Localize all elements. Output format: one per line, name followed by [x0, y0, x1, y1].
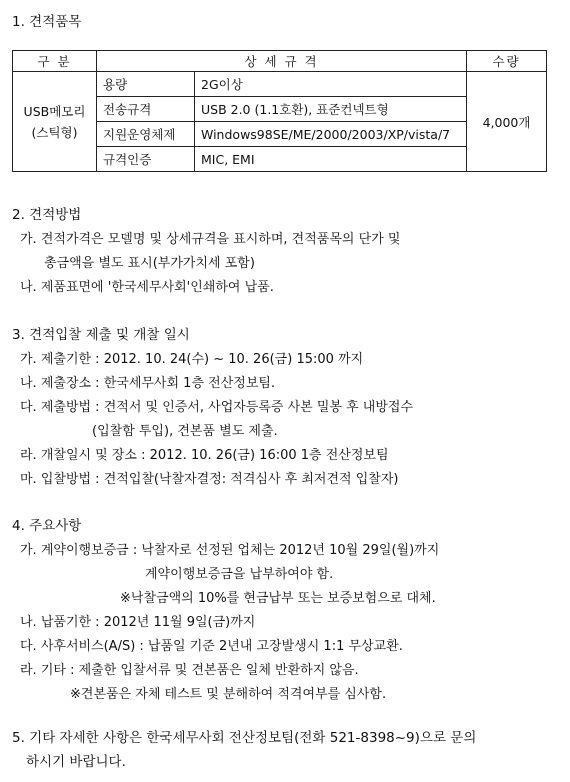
spec-label: 용량 [97, 72, 195, 97]
section-3-item-na: 나. 제출장소 : 한국세무사회 1층 전산정보팀. [20, 376, 276, 391]
spec-label: 규격인증 [97, 147, 195, 172]
section-4-item-na: 나. 납품기한 : 2012년 11월 9일(금)까지 [20, 615, 256, 630]
section-3-item-ga: 가. 제출기한 : 2012. 10. 24(수) ~ 10. 26(금) 15:00 까지 [20, 352, 364, 367]
section-3-item-da-cont: (입찰함 투입), 견본품 별도 제출. [92, 424, 278, 439]
header-quantity: 수량 [467, 51, 547, 72]
spec-label: 전송규격 [97, 97, 195, 122]
section-3-title: 3. 견적입찰 제출 및 개찰 일시 [12, 327, 190, 343]
section-4-item-ga-cont: 계약이행보증금을 납부하여야 함. [145, 567, 334, 582]
table-row [13, 72, 547, 97]
spec-table [12, 50, 547, 172]
spec-value: MIC, EMI [195, 147, 467, 172]
header-spec: 상 세 규 격 [97, 51, 467, 72]
product-name-cell [13, 72, 97, 172]
section-4-item-ga: 가. 계약이행보증금 : 낙찰자로 선정된 업체는 2012년 10월 29일(월)까지 [20, 543, 440, 558]
header-category: 구 분 [13, 51, 97, 72]
section-3-item-da: 다. 제출방법 : 견적서 및 인증서, 사업자등록증 사본 밀봉 후 내방접수 [20, 400, 414, 415]
spec-value: 2G이상 [195, 72, 467, 97]
product-name: USB메모리 [23, 103, 86, 119]
section-2-item-ga: 가. 견적가격은 모델명 및 상세규격을 표시하며, 견적품목의 단가 및 [20, 232, 401, 247]
section-2-title: 2. 견적방법 [12, 207, 82, 223]
section-4-item-ra-note: ※견본품은 자체 테스트 및 분해하여 적격여부를 심사함. [70, 687, 387, 702]
spec-table-header [13, 51, 547, 72]
section-5-text-cont: 하시기 바랍니다. [26, 754, 126, 770]
section-3-item-ra: 라. 개찰일시 및 장소 : 2012. 10. 26(금) 16:00 1층 전산정보팀 [20, 448, 389, 463]
product-type: (스틱형) [31, 124, 78, 140]
spec-label: 지원운영체제 [97, 122, 195, 147]
section-4-item-ra: 라. 기타 : 제출한 입찰서류 및 견본품은 일체 반환하지 않음. [20, 663, 359, 678]
section-2-item-na: 나. 제품표면에 '한국세무사회'인쇄하여 납품. [20, 280, 274, 295]
section-2-item-ga-cont: 총금액을 별도 표시(부가가치세 포함) [44, 256, 255, 271]
section-5-text: 5. 기타 자세한 사항은 한국세무사회 전산정보팀(전화 521-8398~9)으로 문의 [12, 730, 477, 746]
quantity-value: 4,000개 [467, 72, 547, 172]
section-4-item-da: 다. 사후서비스(A/S) : 납품일 기준 2년내 고장발생시 1:1 무상교환. [20, 639, 403, 654]
spec-value: USB 2.0 (1.1호환), 표준컨넥트형 [195, 97, 467, 122]
section-4-title: 4. 주요사항 [12, 518, 82, 534]
section-4-item-ga-note: ※낙찰금액의 10%를 현금납부 또는 보증보험으로 대체. [120, 591, 436, 606]
spec-value: Windows98SE/ME/2000/2003/XP/vista/7 [195, 122, 467, 147]
section-3-item-ma: 마. 입찰방법 : 견적입찰(낙찰자결정: 적격심사 후 최저견적 입찰자) [20, 472, 399, 487]
section-1-title: 1. 견적품목 [12, 14, 82, 30]
